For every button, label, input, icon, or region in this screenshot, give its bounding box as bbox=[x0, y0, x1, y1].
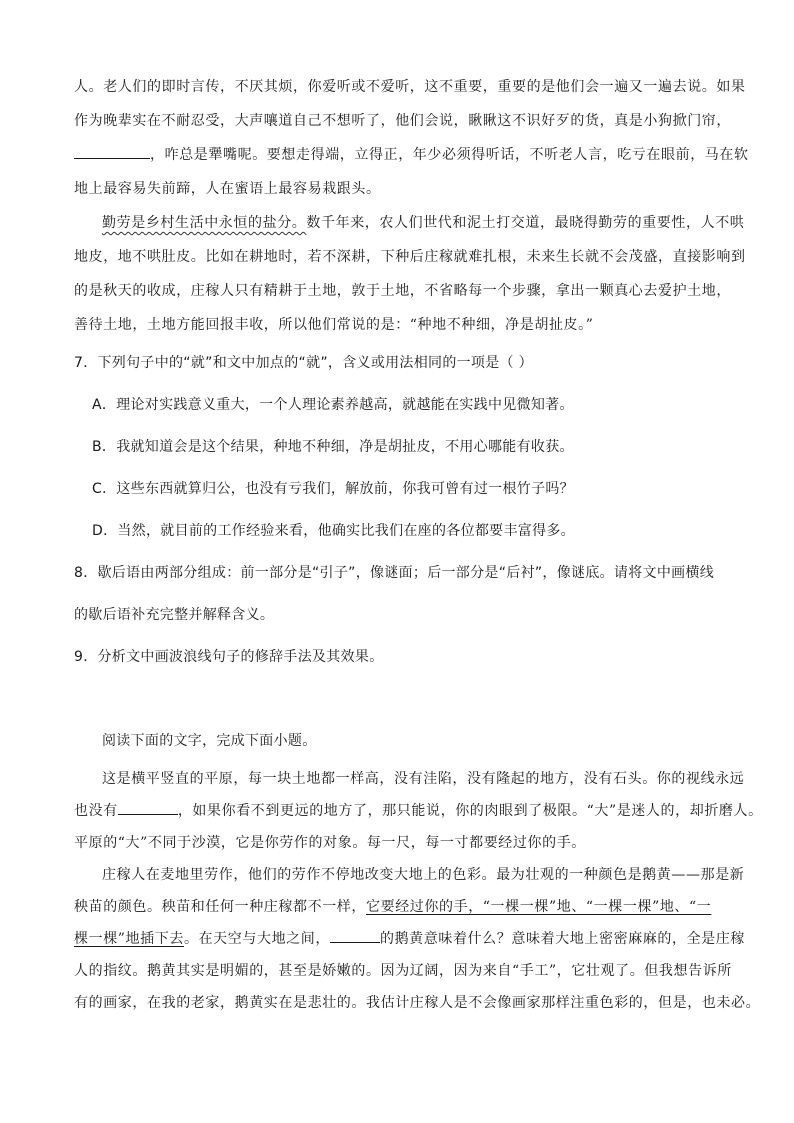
question-8-line-2: 的歇后语补充完整并解释含义。 bbox=[74, 607, 275, 623]
wavy-underlined-sentence: 勤劳是乡村生活中永恒的盐分。 bbox=[102, 215, 307, 231]
passage1-para2-line-4: 善待土地，土地方能回报丰收，所以他们常说的是：“种地不种细，净是胡扯皮。” bbox=[74, 317, 594, 333]
question-8-line-1: 8．歇后语由两部分组成：前一部分是“引子”，像谜面；后一部分是“后衬”，像谜底。请将文中画横线 bbox=[74, 565, 715, 581]
question-7-stem: 7．下列句子中的“就”和文中加点的“就”，含义或用法相同的一项是（ ） bbox=[74, 355, 533, 371]
passage1-line-4: 地上最容易失前蹄，人在蜜语上最容易栽跟头。 bbox=[74, 181, 381, 197]
passage1-line-2: 作为晚辈实在不耐忍受，大声嚷道自己不想听了，他们会说，瞅瞅这不识好歹的货，真是小狗掀门帘， bbox=[74, 113, 731, 129]
question-7-option-b[interactable]: B．我就知道会是这个结果，种地不种细，净是胡扯皮，不用心哪能有收获。 bbox=[92, 439, 574, 455]
passage2-para2-line-4: 人的指纹。鹅黄其实是明媚的，甚至是娇嫩的。因为辽阔，因为来自“手工”，它壮观了。但我想告诉所 bbox=[74, 963, 732, 979]
passage2-para2-line-2: 秧苗的颜色。秧苗和任何一种庄稼都不一样，它要经过你的手，“一棵一棵”地、“一棵一棵”地、“一 bbox=[74, 899, 712, 915]
passage2-intro: 阅读下面的文字，完成下面小题。 bbox=[102, 733, 317, 749]
question-7-option-c[interactable]: C．这些东西就算归公，也没有亏我们，解放前，你我可曾有过一根竹子吗？ bbox=[92, 481, 574, 497]
passage2-para2-line-3: 棵一棵”地插下去。在天空与大地之间， 的鹅黄意味着什么？意味着大地上密密麻麻的，全是庄稼 bbox=[74, 928, 745, 948]
passage2-line-1: 这是横平竖直的平原，每一块土地都一样高，没有洼陷，没有隆起的地方，没有石头。你的视线永远 bbox=[102, 771, 745, 787]
proverb-blank bbox=[74, 144, 150, 159]
passage1-line-1: 人。老人们的即时言传，不厌其烦，你爱听或不爱听，这不重要，重要的是他们会一遍又一遍去说。如果 bbox=[74, 79, 746, 95]
question-9: 9．分析文中画波浪线句子的修辞手法及其效果。 bbox=[74, 649, 384, 665]
passage2-line-3: 平原的“大”不同于沙漠，它是你劳作的对象。每一尺，每一寸都要经过你的手。 bbox=[74, 835, 586, 851]
underlined-sentence-part-1: 它要经过你的手，“一棵一棵”地、“一棵一棵”地、“一 bbox=[366, 899, 712, 915]
passage2-para2-line-1: 庄稼人在麦地里劳作，他们的劳作不停地改变大地上的色彩。最为壮观的一种颜色是鹅黄——那是新 bbox=[102, 867, 745, 883]
question-7-option-d[interactable]: D．当然，就目前的工作经验来看，他确实比我们在座的各位都要丰富得多。 bbox=[92, 523, 575, 539]
passage1-para2-line-3: 的是秋天的收成，庄稼人只有精耕于土地，敦于土地，不省略每一个步骤，拿出一颗真心去爱护土地， bbox=[74, 283, 731, 299]
passage2-line-2: 也没有 ，如果你看不到更远的地方了，那只能说，你的肉眼到了极限。“大”是迷人的，却折磨人。 bbox=[74, 800, 763, 820]
passage1-para2-line-2: 地皮，地不哄肚皮。比如在耕地时，若不深耕，下种后庄稼就难扎根，未来生长就不会茂盛，直接影响到 bbox=[74, 249, 746, 265]
underlined-sentence-part-2: 棵一棵”地插下去 bbox=[74, 931, 184, 947]
question-7-option-a[interactable]: A．理论对实践意义重大，一个人理论素养越高，就越能在实践中见微知著。 bbox=[92, 397, 574, 413]
passage2-para2-line-5: 有的画家，在我的老家，鹅黄实在是悲壮的。我估计庄稼人是不会像画家那样注重色彩的，但是，也未必。 bbox=[74, 995, 761, 1011]
passage1-para2-line-1: 勤劳是乡村生活中永恒的盐分。数千年来，农人们世代和泥土打交道，最晓得勤劳的重要性，人不哄 bbox=[102, 215, 745, 231]
blank-1 bbox=[118, 800, 178, 815]
blank-2 bbox=[330, 928, 380, 943]
passage1-line-3: ，咋总是犟嘴呢。要想走得端，立得正，年少必须得听话，不听老人言，吃亏在眼前，马在软 bbox=[74, 144, 749, 164]
